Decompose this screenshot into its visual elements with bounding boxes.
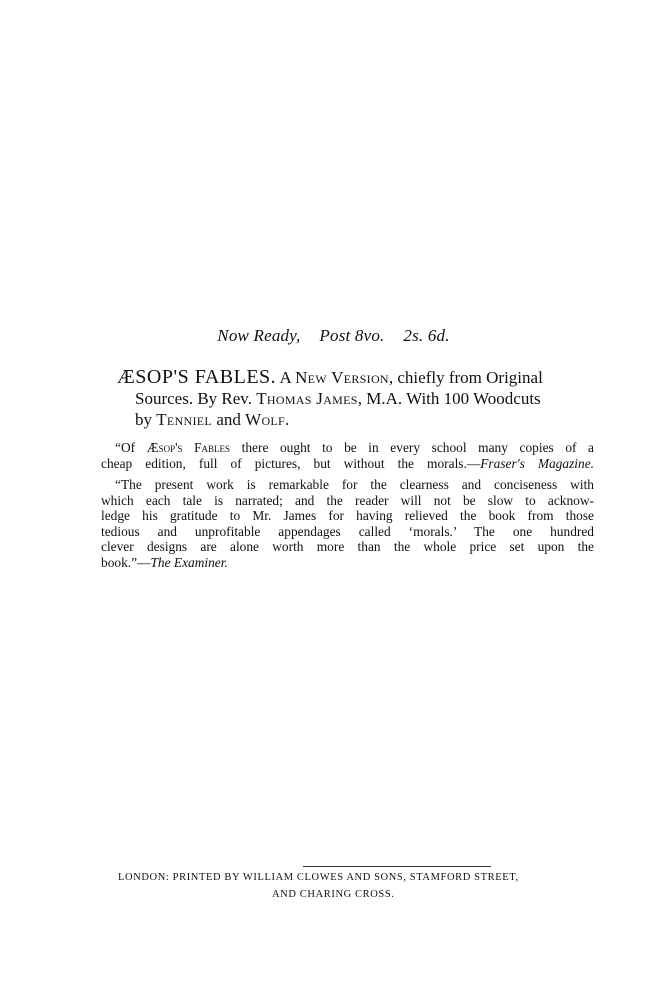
review-examiner [101, 477, 594, 571]
book-illustrators-line [135, 409, 289, 430]
notice-ready: Now Ready, [217, 326, 301, 345]
review-line [101, 456, 594, 472]
review-line: clever designs are alone worth more than the whole price set upon the [101, 539, 594, 555]
publication-notice [0, 326, 667, 346]
book-title: ÆSOP'S FABLES. [117, 366, 277, 388]
review-line [101, 555, 594, 571]
review-source: The Examiner. [150, 554, 228, 570]
book-text: . [285, 410, 290, 429]
review-line: which each tale is narrated; and the reader will not be slow to acknow- [101, 492, 594, 508]
review-frasers [101, 440, 594, 471]
review-line [101, 440, 594, 456]
book-text: A [279, 368, 296, 387]
imprint-rule [303, 866, 491, 867]
imprint-line-1: LONDON: PRINTED BY WILLIAM CLOWES AND SONS, STAMFORD STREET, [118, 872, 519, 883]
book-text: by [135, 410, 157, 429]
notice-format: Post 8vo. [319, 326, 385, 345]
review-text: book.”— [101, 554, 151, 570]
book-version: New Version [295, 368, 389, 387]
review-line: tedious and unprofitable appendages called ‘morals.’ The one hundred [101, 523, 594, 539]
book-text: , chiefly from Original [388, 368, 543, 387]
book-text: Sources. By Rev. [135, 389, 257, 408]
book-author: Thomas James [256, 389, 358, 408]
notice-price: 2s. 6d. [403, 326, 450, 345]
review-text: “Of [115, 440, 147, 455]
imprint-line-2: AND CHARING CROSS. [272, 889, 395, 900]
review-text: cheap edition, full of pictures, but without the morals.— [101, 455, 481, 471]
book-text: , M.A. With 100 Woodcuts [357, 389, 541, 408]
review-line: “The present work is remarkable for the clearness and conciseness with [115, 477, 594, 492]
illustrator-tenniel: Tenniel [156, 410, 213, 429]
book-author-line [135, 388, 541, 409]
book-title-line [117, 367, 543, 388]
book-text: and [212, 410, 246, 429]
review-book-name: Æsop's Fables [146, 440, 231, 455]
review-line: ledge his gratitude to Mr. James for having relieved the book from those [101, 508, 594, 524]
review-text: there ought to be in every school many copies of a [230, 440, 595, 455]
review-source: Fraser's Magazine. [480, 455, 594, 471]
illustrator-wolf: Wolf [245, 410, 286, 429]
